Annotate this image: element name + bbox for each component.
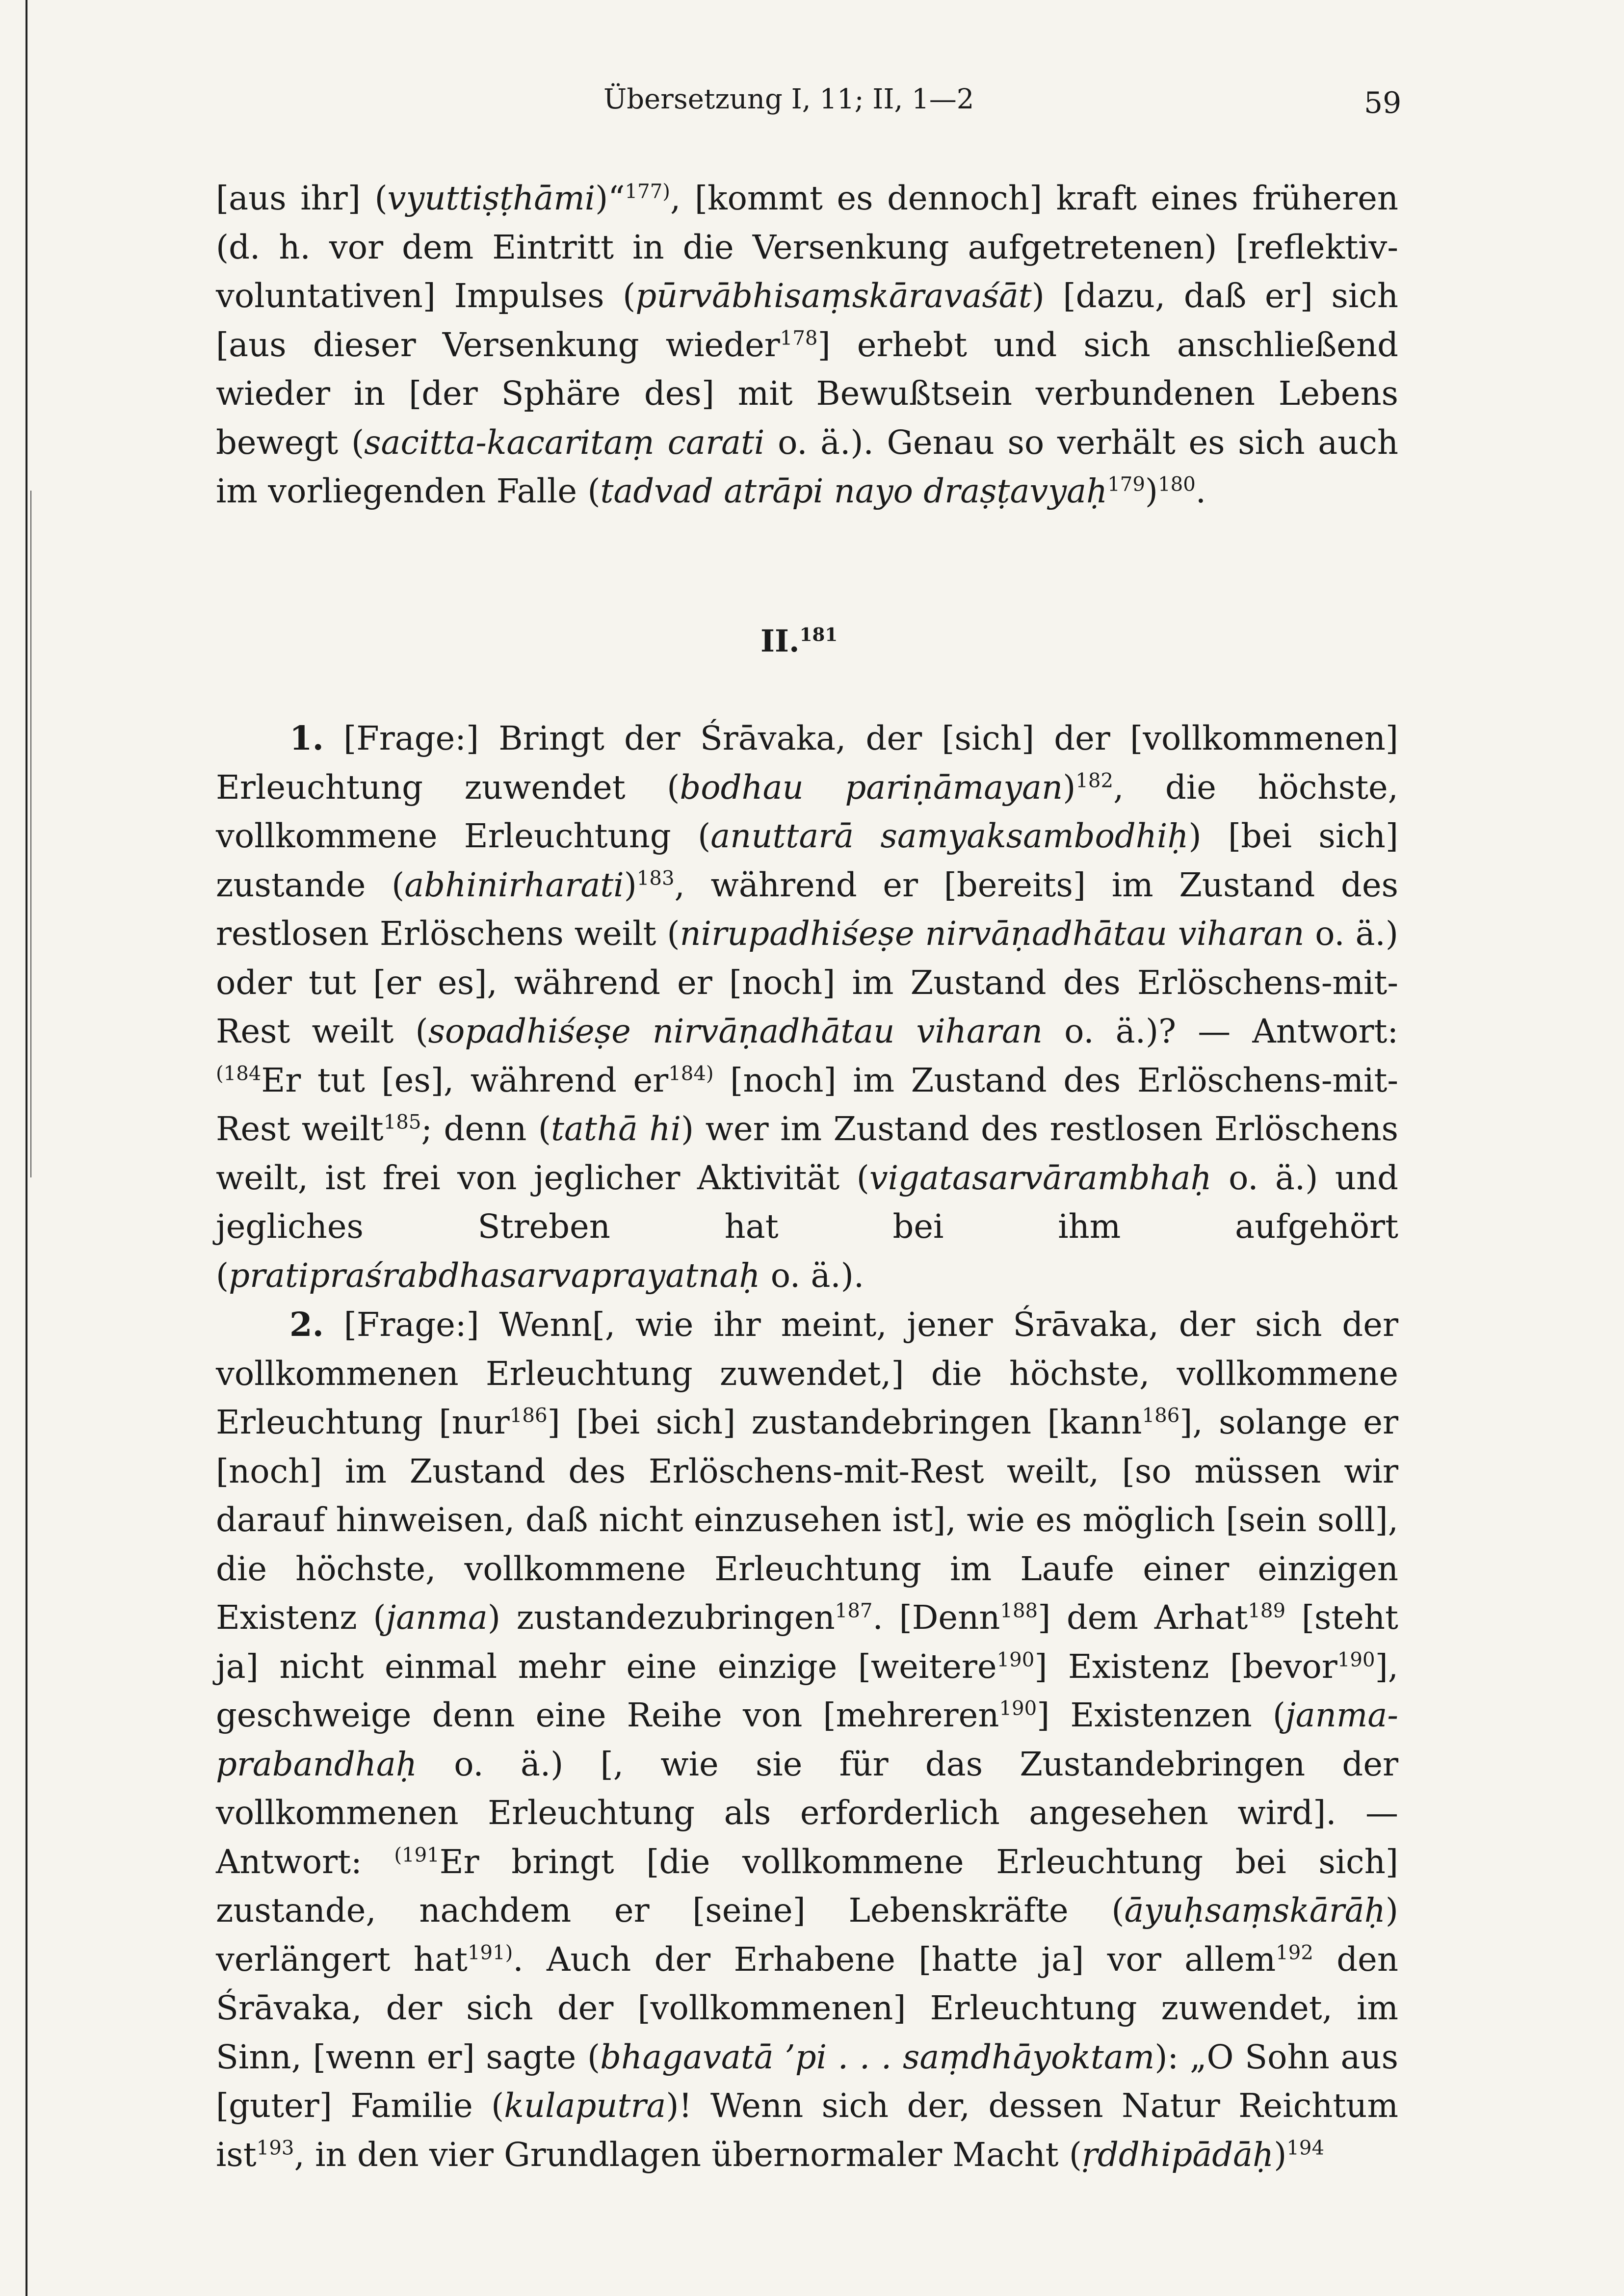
text-run: , [kommt es dennoch] kraft eines früheren (d. h. vor dem Eintritt in die Versenkung aufgetretenen) [reflektiv-voluntativen] Impulses ( xyxy=(216,179,1398,315)
italic-term: anuttarā samyaksambodhiḥ xyxy=(710,817,1189,855)
text-block-1 xyxy=(216,174,1398,516)
text-run: o. ä.) [, wie sie für das Zustandebringen der vollkommenen Erleuchtung als erforderlich angesehen wird]. — Antwort: xyxy=(216,1745,1398,1881)
italic-term: sacitta-kacaritaṃ carati xyxy=(364,423,765,462)
footnote-ref: 194 xyxy=(1286,2137,1325,2160)
footnote-ref: 183 xyxy=(636,867,675,890)
text-run: [Frage:] Wenn[, wie ihr meint, jener Śrāvaka, der sich der vollkommenen Erleuchtung zuwendet,] die höchste, vollkommene Erleuchtung [nur xyxy=(216,1305,1398,1441)
page-number: 59 xyxy=(1364,86,1402,120)
text-block-3 xyxy=(216,1300,1398,2179)
footnote-ref: 193 xyxy=(256,2137,294,2160)
section-heading xyxy=(760,623,838,659)
footnote-ref: 177) xyxy=(625,180,670,203)
text-run: . [Denn xyxy=(872,1598,1000,1637)
text-run: . xyxy=(1195,472,1206,510)
text-run: den Śrāvaka, der sich der [vollkommenen] Erleuchtung zuwendet, im Sinn, [wenn er] sagte ( xyxy=(216,1940,1398,2076)
paragraph-continuation xyxy=(216,174,1398,516)
footnote-ref: 179 xyxy=(1107,473,1145,496)
footnote-ref: 190 xyxy=(996,1648,1035,1671)
footnote-ref: 182 xyxy=(1075,769,1114,792)
text-run: ) xyxy=(624,865,637,904)
text-block-2 xyxy=(216,714,1398,1300)
text-run: , die höchste, vollkommene Erleuchtung ( xyxy=(216,768,1398,855)
text-run: ) wer im Zustand des restlosen Erlöschens weilt, ist frei von jeglicher Aktivität ( xyxy=(216,1110,1399,1197)
text-run: ], geschweige denn eine Reihe von [mehreren xyxy=(216,1647,1398,1734)
text-run: o. ä.)? — Antwort: xyxy=(1043,1012,1399,1050)
text-run: ): „O Sohn aus [guter] Familie ( xyxy=(216,2037,1398,2125)
italic-term: janma xyxy=(386,1598,488,1637)
text-run: ] dem Arhat xyxy=(1038,1598,1248,1637)
italic-term: āyuḥsaṃskārāḥ xyxy=(1124,1891,1386,1930)
text-run: )“ xyxy=(595,179,625,217)
italic-term: ṛddhipādāḥ xyxy=(1081,2135,1274,2174)
italic-term: bhagavatā ’pi . . . saṃdhāyoktam xyxy=(600,2037,1155,2076)
text-run: ) xyxy=(1063,768,1076,807)
italic-term: janma-prabandhaḥ xyxy=(216,1696,1398,1783)
text-run: ) [dazu, daß er] sich [aus dieser Versenkung wieder xyxy=(216,277,1398,364)
text-run: ] Existenzen ( xyxy=(1037,1696,1285,1734)
footnote-ref: 185 xyxy=(383,1111,421,1134)
text-run: , in den vier Grundlagen übernormaler Macht ( xyxy=(294,2135,1082,2174)
text-run: )! Wenn sich der, dessen Natur Reichtum ist xyxy=(216,2087,1398,2174)
text-run: [aus ihr] ( xyxy=(216,179,388,217)
text-run: ) zustandezubringen xyxy=(487,1598,835,1637)
text-run: ; denn ( xyxy=(421,1110,551,1148)
paragraph-1 xyxy=(216,714,1398,1300)
text-run: ] [bei sich] zustandebringen [kann xyxy=(547,1403,1142,1441)
italic-term: vigatasarvārambhaḥ xyxy=(869,1158,1212,1197)
italic-term: abhinirharati xyxy=(404,865,624,904)
running-header: Übersetzung I, 11; II, 1—2 xyxy=(603,83,974,115)
text-run: o. ä.) und jegliches Streben hat bei ihm aufgehört ( xyxy=(216,1158,1399,1295)
text-run: ) verlängert hat xyxy=(216,1891,1398,1979)
italic-term: tathā hi xyxy=(551,1110,681,1148)
footnote-ref: 181 xyxy=(799,624,838,646)
italic-term: vyuttiṣṭhāmi xyxy=(387,179,596,217)
italic-term: tadvad atrāpi nayo draṣṭavyaḥ xyxy=(600,472,1108,510)
text-run: ) xyxy=(1145,472,1158,510)
text-run: o. ä.). Genau so verhält es sich auch im vorliegenden Falle ( xyxy=(216,423,1398,510)
page-edge-line xyxy=(26,0,27,2296)
text-run: o. ä.). xyxy=(760,1256,864,1295)
footnote-ref: (191 xyxy=(394,1844,440,1867)
footnote-ref: 186 xyxy=(509,1404,548,1427)
paragraph-number: 2. xyxy=(289,1305,324,1344)
footnote-ref: 188 xyxy=(1000,1599,1038,1622)
italic-term: sopadhiśeṣe nirvāṇadhātau viharan xyxy=(428,1012,1043,1050)
footnote-ref: 192 xyxy=(1276,1941,1313,1964)
footnote-ref: (184 xyxy=(216,1062,262,1085)
text-run: . Auch der Erhabene [hatte ja] vor allem xyxy=(513,1940,1276,1979)
paragraph-2 xyxy=(216,1300,1398,2179)
text-run: Er bringt [die vollkommene Erleuchtung bei sich] zustande, nachdem er [seine] Lebenskräfte ( xyxy=(216,1842,1398,1930)
italic-term: kulaputra xyxy=(504,2087,666,2125)
footnote-ref: 191) xyxy=(467,1941,513,1964)
text-run: ) xyxy=(1274,2135,1287,2174)
text-run: Er tut [es], während er xyxy=(261,1061,669,1099)
italic-term: bodhau pariṇāmayan xyxy=(680,768,1063,807)
footnote-ref: 190 xyxy=(1337,1648,1375,1671)
text-run: , während er [bereits] im Zustand des restlosen Erlöschens weilt ( xyxy=(216,865,1398,953)
text-run: ] erhebt und sich anschließend wieder in [der Sphäre des] mit Bewußtsein verbundenen Lebens bewegt ( xyxy=(216,325,1398,462)
text-run: II. xyxy=(760,623,800,659)
paragraph-number: 1. xyxy=(289,719,324,757)
footnote-ref: 180 xyxy=(1158,473,1196,496)
footnote-ref: 178 xyxy=(780,327,818,350)
italic-term: pratipraśrabdhasarvaprayatnaḥ xyxy=(229,1256,760,1295)
italic-term: nirupadhiśeṣe nirvāṇadhātau viharan xyxy=(680,914,1305,953)
footnote-ref: 186 xyxy=(1142,1404,1180,1427)
text-run: [noch] im Zustand des Erlöschens-mit-Rest weilt xyxy=(216,1061,1399,1148)
text-run: ] Existenz [bevor xyxy=(1034,1647,1337,1686)
footnote-ref: 184) xyxy=(668,1062,714,1085)
text-run: o. ä.) oder tut [er es], während er [noch] im Zustand des Erlöschens-mit-Rest weilt ( xyxy=(216,914,1398,1050)
text-run: [steht ja] nicht einmal mehr eine einzige [weitere xyxy=(216,1598,1398,1686)
text-run: ) [bei sich] zustande ( xyxy=(216,817,1399,904)
text-run: ], solange er [noch] im Zustand des Erlöschens-mit-Rest weilt, [so müssen wir darauf hinweisen, daß nicht einzusehen ist], wie es möglich [sein soll], die höchste, vollkommene Erleuchtung im Laufe einer einzigen Existenz ( xyxy=(216,1403,1398,1637)
text-run: [Frage:] Bringt der Śrāvaka, der [sich] der [vollkommenen] Erleuchtung zuwendet ( xyxy=(216,719,1398,807)
footnote-ref: 187 xyxy=(835,1599,873,1622)
footnote-ref: 190 xyxy=(999,1697,1037,1720)
page-edge-line-inner xyxy=(30,491,31,1177)
footnote-ref: 189 xyxy=(1248,1599,1286,1622)
italic-term: pūrvābhisaṃskāravaśāt xyxy=(635,277,1032,315)
